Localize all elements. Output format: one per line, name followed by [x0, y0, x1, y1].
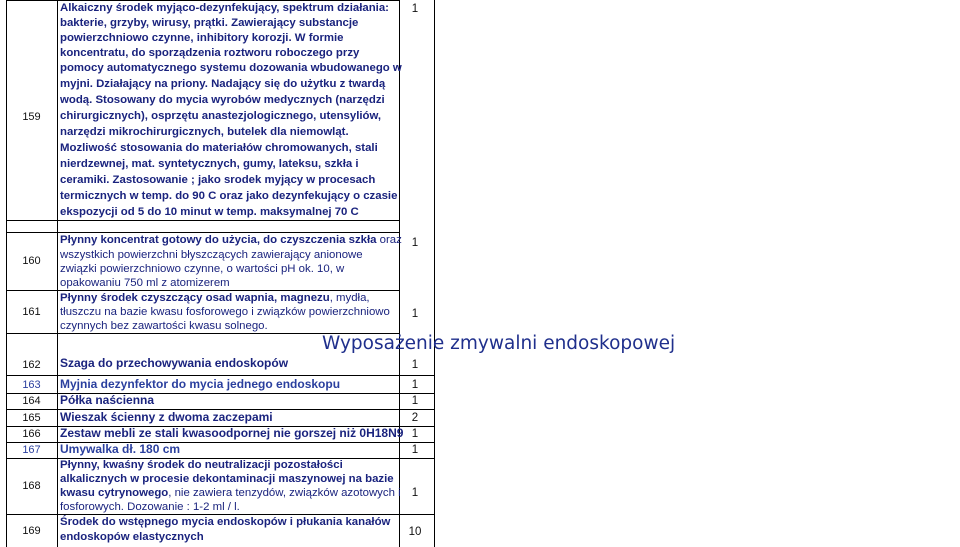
- row-number: 164: [22, 395, 41, 407]
- row-text-line: termicznych w temp. do 90 C oraz jako dezynfekujący o czasie: [60, 190, 398, 202]
- row-text-line: endoskopów elastycznych: [60, 531, 204, 543]
- row-quantity: 1: [411, 487, 419, 499]
- row-text-line: związki powierzchniowo czynne, o wartości pH ok. 10, w: [60, 263, 345, 275]
- row-text-line: Mozliwość stosowania do materiałów chromowanych, stali: [60, 142, 378, 154]
- row-text-line: Szaga do przechowywania endoskopów: [60, 356, 289, 370]
- row-text-tail: oraz: [376, 234, 402, 246]
- row-text-line: Zestaw mebli ze stali kwasoodpornej nie gorszej niż 0H18N9: [60, 426, 404, 440]
- row-quantity: 1: [411, 379, 419, 391]
- row-quantity: 1: [411, 308, 419, 320]
- row-number: 159: [22, 111, 41, 123]
- row-text-line: tłuszczu na bazie kwasu fosforowego i związków powierzchniowo: [60, 306, 390, 318]
- row-text-line: ceramiki. Zastosowanie ; jako srodek myjący w procesach: [60, 174, 376, 186]
- row-text-line: Półka naścienna: [60, 393, 155, 407]
- row-number: 160: [22, 255, 41, 267]
- row-quantity: 2: [411, 412, 419, 424]
- row-text-line: Alkaiczny środek myjąco-dezynfekujący, spektrum działania:: [60, 2, 389, 14]
- row-text-line: fosforowych. Dozowanie : 1-2 ml / l.: [60, 501, 240, 513]
- row-text-line: Umywalka dł. 180 cm: [60, 442, 181, 456]
- row-text-line: powierzchniowo czynne, inhibitory korozji. W formie: [60, 32, 344, 44]
- row-text-tail: , nie zawiera tenzydów, związków azotowych i: [168, 487, 401, 499]
- row-text-line: alkalicznych w procesie dekontaminacji maszynowej na bazie: [60, 473, 394, 485]
- row-quantity: 1: [411, 428, 419, 440]
- grid-line: [434, 0, 435, 547]
- grid-line: [57, 0, 58, 547]
- row-quantity: 1: [411, 3, 419, 15]
- section-title: Wyposażenie zmywalni endoskopowej: [322, 333, 676, 354]
- row-text-line: nierdzewnej, mat. syntetycznych, gumy, lateksu, szkła i: [60, 158, 359, 170]
- row-text-line: Wieszak ścienny z dwoma zaczepami: [60, 410, 273, 424]
- row-text-line: bakterie, grzyby, wirusy, prątki. Zawierający substancje: [60, 17, 359, 29]
- row-number: 168: [22, 480, 41, 492]
- row-text-line: pomocy automatycznego systemu dozowania wbudowanego w: [60, 62, 402, 74]
- row-number: 165: [22, 412, 41, 424]
- row-text-line: czynnych bez zawartości kwasu solnego.: [60, 320, 268, 332]
- row-number: 162: [22, 359, 41, 371]
- row-text-line: wodą. Stosowany do mycia wyrobów medycznych (narzędzi: [60, 94, 385, 106]
- row-text-line: Środek do wstępnego mycia endoskopów i płukania kanałów: [60, 516, 391, 528]
- row-text-line: Myjnia dezynfektor do mycia jednego endoskopu: [60, 377, 341, 391]
- row-quantity: 1: [411, 359, 419, 371]
- row-text-line: narzędzi mikrochirurgicznych, butelek dla niemowląt.: [60, 126, 349, 138]
- row-text-line: myjni. Działający na priony. Nadający się do użytku z twardą: [60, 78, 386, 90]
- row-text-bold: Płynny koncentrat gotowy do użycia, do czyszczenia szkła: [60, 234, 377, 246]
- row-text-bold: kwasu cytrynowego: [60, 487, 169, 499]
- row-text-tail: , mydła,: [329, 292, 370, 304]
- row-number: 169: [22, 525, 41, 537]
- row-text-line: [60, 233, 402, 249]
- row-quantity: 1: [411, 444, 419, 456]
- row-number: 166: [22, 428, 41, 440]
- row-number: 161: [22, 306, 41, 318]
- row-quantity: 1: [411, 395, 419, 407]
- row-number: 167: [22, 444, 41, 456]
- row-number: 163: [22, 379, 41, 391]
- row-text-line: opakowaniu 750 ml z atomizerem: [60, 277, 230, 289]
- row-text-line: ekspozycji od 5 do 10 minut w temp. maksymalnej 70 C: [60, 206, 359, 218]
- row-text-line: wszystkich powierzchni błyszczących zawierający anionowe: [60, 249, 363, 261]
- row-quantity: 10: [408, 526, 422, 538]
- grid-line: [6, 375, 434, 376]
- grid-line: [6, 0, 7, 547]
- row-text-line: chirurgicznych), osprzętu anastezjologicznego, utensyliów,: [60, 110, 382, 122]
- row-text-bold: Płynny środek czyszczący osad wapnia, magnezu: [60, 292, 330, 304]
- row-text-line: Płynny, kwaśny środek do neutralizacji pozostałości: [60, 459, 343, 471]
- row-quantity: 1: [411, 237, 419, 249]
- row-text-line: koncentratu, do sporządzenia roztworu roboczego przy: [60, 47, 360, 59]
